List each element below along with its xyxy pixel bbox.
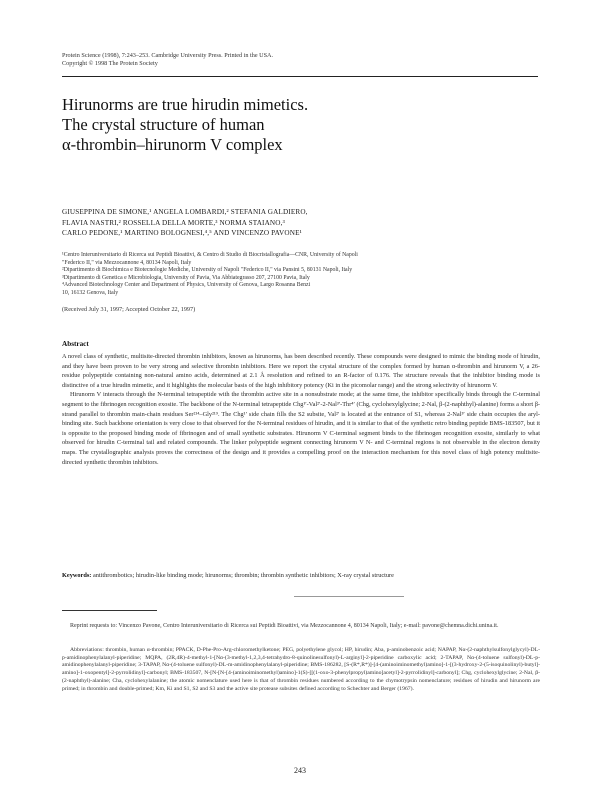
affiliation-line: 10, 16132 Genova, Italy [62,289,119,296]
abbreviations-footnote: Abbreviations: thrombin, human α-thrombin; PPACK, D-Phe-Pro-Arg-chloromethylketone; PEG, polyethylene glycol; HP, hirudin; Aba, p-aminobenzoic acid; NAPAP, Nα-(2-naphthylsulfonylglycyl)-DL-p-amidinophenylalanyl-piperidine; MQPA, (2R,4R)-4-methyl-1-[Nα-(3-methyl-1,2,3,4-tetrahydro-8-quinolinesulfonyl)-L-arginyl]-2-piperidine carboxylic acid; 2-TAPAP, Nα-(4-toluene sulfonyl)-DL-p-amidinophenylalanyl-piperidine; 3-TAPAP, Nα-(4-toluene sulfonyl)-DL-m-amidinophenylalanyl-piperidine; BMS-186282, [S-(R*,R*)]-[4-(aminoiminomethyl)amino]-1-[(3-hydroxy-2-(5-isoquinolinyl)-butyl]-amino]-1-oxopentyl]-2-pyrrolidinyl]-carbonyl; BMS-183507, N-[N-[N-[4-(aminoiminomethyl)amino]-1(S)-[[(1-oxo-3-phenylpropyl)amino]acetyl]-2-pyrrolidinyl]-carbonyl]; Chg, cyclohexylglycine; 2-Nal, β-(2-naphthyl)-alanine; Cha, cyclohexylalanine; the atomic nomenclature used here is that of thrombin residues numbered according to the chymotrypsin nomenclature; residues of hirudin and hirunorm are primed; in thrombin and double-primed; Km, Ki and S1, S2 and S3 and the active site protease subsites defined according to Schechter and Berger (1967). [62,647,540,692]
author-list [62,207,542,239]
title-line-1: Hirunorms are true hirudin mimetics. [62,95,309,114]
header-rule [62,76,538,77]
authors-line-2: FLAVIA NASTRI,² ROSSELLA DELLA MORTE,³ NORMA STAIANO,³ [62,218,285,227]
title-line-3: α-thrombin–hirunorm V complex [62,135,283,154]
page-number: 243 [294,766,306,775]
received-dates: (Received July 31, 1997; Accepted October 22, 1997) [62,306,196,313]
affiliation-line: ¹Centro Interuniversitario di Ricerca sui Peptidi Bioattivi, & Centro di Studio di Biocristallografia—CNR, University of Napoli [62,252,358,258]
article-title [62,95,542,155]
scan-artifact-line [294,596,404,597]
authors-line-3: CARLO PEDONE,¹ MARTINO BOLOGNESI,⁴,⁵ AND VINCENZO PAVONE¹ [62,229,302,238]
affiliations [62,252,542,298]
keywords-text: antithrombotics; hirudin-like binding mode; hirunorms; thrombin; thrombin synthetic inhibitors; X-ray crystal structure [92,572,394,579]
abstract-paragraph-1: A novel class of synthetic, multisite-directed thrombin inhibitors, known as hirunorms, has been described recently. These compounds were designed to mimic the binding mode of hirudin, and they have been proven to be very strong and selective thrombin inhibitors. Here we report the crystal structure of the complex formed by human α-thrombin and hirunorm V, a 26-residue polypeptide containing non-natural amino acids, determined at 2.1 Å resolution and refined to an R-factor of 0.176. The structure reveals that the inhibitor binding mode is distinctive of a true hirudin mimetic, and it highlights the molecular basis of the high inhibitory potency (Ki in the picomolar range) and the strong selectivity of hirunorm V. [62,353,540,389]
affiliation-line: ⁴Advanced Biotechnology Center and Department of Physics, University of Genova, Largo Rosanna Benzi [62,282,311,289]
footnote-rule [62,610,157,611]
journal-header [62,52,542,68]
journal-citation: Protein Science (1998), 7:243–253. Cambridge University Press. Printed in the USA. [62,52,274,59]
abstract-heading: Abstract [62,340,89,348]
affiliation-line: ³Dipartimento di Genetica e Microbiologia, University of Pavia, Via Abbiategrasso 207, 27100 Pavia, Italy [62,274,310,281]
affiliation-line: ²Dipartimento di Biochimica e Biotecnologie Mediche, University of Napoli "Federico II," via Pansini 5, 80131 Napoli, Italy [62,267,353,274]
authors-line-1: GIUSEPPINA DE SIMONE,¹ ANGELA LOMBARDI,² STEFANIA GALDIERO, [62,208,308,216]
reprint-footnote: Reprint requests to: Vincenzo Pavone, Centro Interuniversitario di Ricerca sui Peptidi Bioattivi, via Mezzocannone 4, 80134 Napoli, Italy; e-mail: pavone@chemna.dichi.unina.it. [70,623,499,629]
keywords [62,571,540,581]
abstract-paragraph-2: Hirunorm V interacts through the N-terminal tetrapeptide with the thrombin active site in a nonsubstrate mode; at the same time, the inhibitor specifically binds through the C-terminal segment to the fibrinogen recognition exosite. The backbone of the N-terminal tetrapeptide Chg¹′-Val²′-2-Nal³′-Thr⁴′ (Chg, cyclohexylglycine; 2-Nal, β-(2-naphthyl)-alanine) forms a short β-strand parallel to thrombin main-chain residues Ser²¹⁴–Gly²¹⁹. The Chg¹′ side chain fills the S2 subsite, Val²′ is located at the entrance of S1, whereas 2-Nal³′ side chain occupies the aryl-binding site. Such backbone orientation is very close to that observed for the N-terminal residues of hirudin, and it is similar to that of the synthetic retro binding peptide BMS-183507, but it is opposite to the proposed binding mode of fibrinogen and of small synthetic substrates. Hirunorm V C-terminal segment binds to the fibrinogen recognition exosite, similarly to what observed for hirudin C-terminal tail and related compounds. The linker polypeptide segment connecting hirunorm V N- and C-terminal regions is not observable in the electron density maps. The crystallographic analysis proves the correctness of the design and it provides a compelling proof on the interaction mechanism for this novel class of high potency multisite-directed synthetic thrombin inhibitors. [62,391,540,466]
affiliation-line: "Federico II," via Mezzocannone 4, 80134 Napoli, Italy [62,259,192,266]
abstract-body [62,352,540,467]
title-line-2: The crystal structure of human [62,115,265,134]
keywords-label: Keywords: [62,572,92,579]
journal-copyright: Copyright © 1998 The Protein Society [62,60,158,68]
